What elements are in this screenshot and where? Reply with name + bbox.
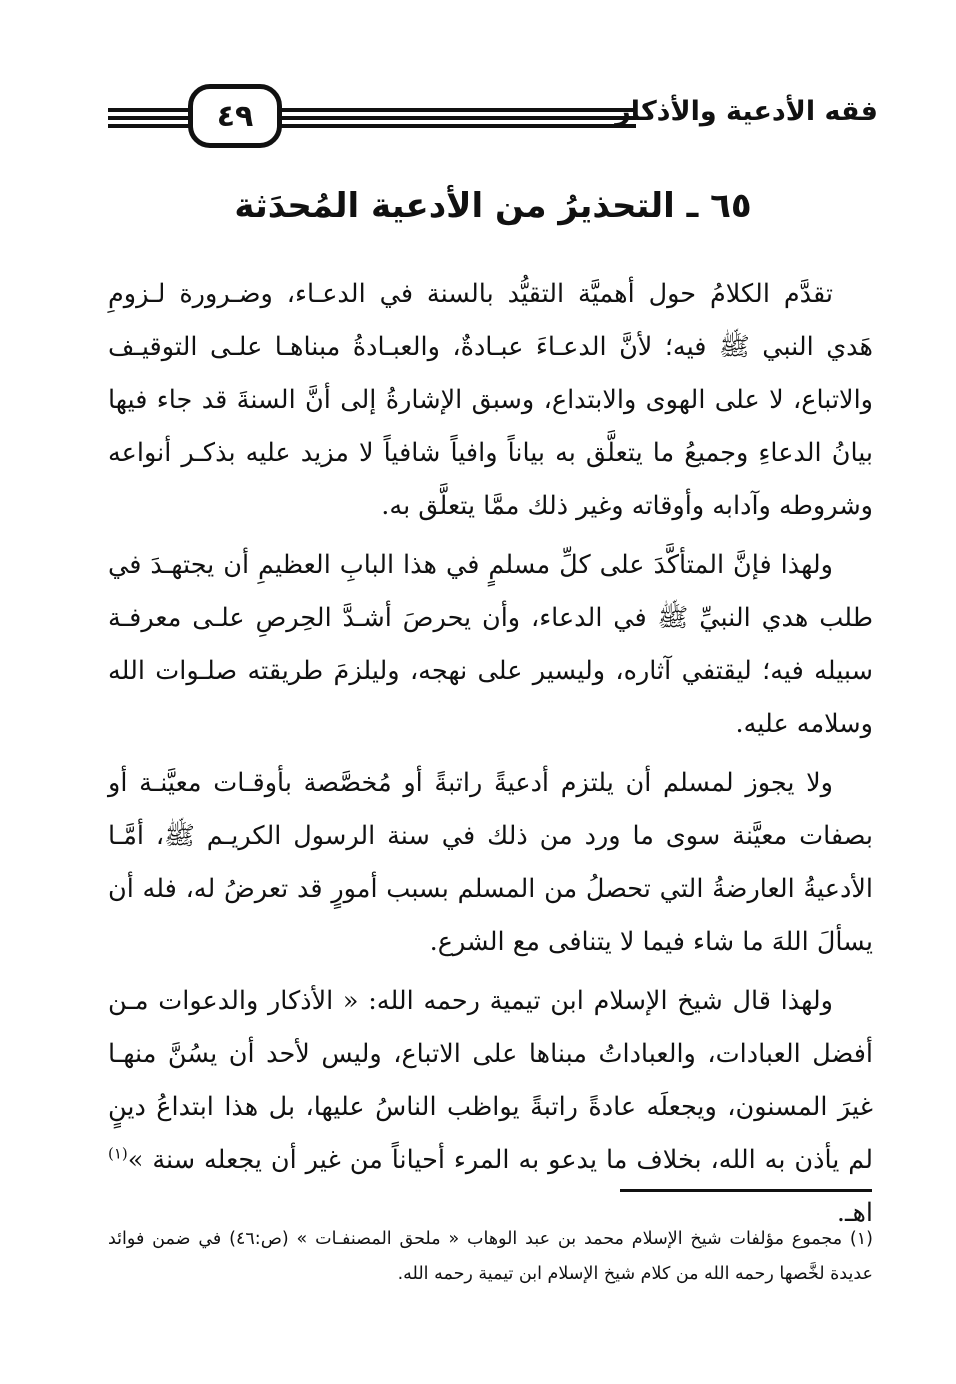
header-rule <box>276 108 636 112</box>
header-rule <box>108 124 190 128</box>
footnote: (١) مجموع مؤلفات شيخ الإسلام محمد بن عبد الوهاب « ملحق المصنفـات » (ص:٤٦) في ضمن فوائد عديدة لخَّصها رحمه الله من كلام شيخ الإسلام ابن تيمية رحمه الله. <box>108 1229 873 1284</box>
quote-text: ولهذا قال شيخ الإسلام ابن تيمية رحمه الله: « الأذكار والدعوات مـن أفضل العبادات، والعباداتُ مبناها على الاتباع، وليس لأحد أن يسُنَّ منهـا غيرَ المسنون، ويجعلَه عادةً راتبةً يواظب الناسُ عليها، بل هذا ابتداعُ دينٍ لم يأذن به الله، بخلاف ما يدعو به المرء أحياناً من غير أن يجعله سنة » <box>108 986 873 1175</box>
book-title: فقه الأدعية والأذكار <box>615 96 878 127</box>
quote-paragraph <box>108 975 873 1240</box>
footnote-separator <box>620 1189 872 1192</box>
footnote-reference: (١) <box>108 1144 128 1163</box>
header-rule <box>108 116 190 120</box>
header-rule <box>108 108 190 112</box>
quote-end: اهـ. <box>836 1198 873 1228</box>
header-rule <box>276 116 636 120</box>
page-number: ٤٩ <box>188 84 282 148</box>
body-text <box>108 268 873 1246</box>
paragraph: ولهذا فإنَّ المتأكَّدَ على كلِّ مسلمٍ في هذا البابِ العظيمِ أن يجتهـدَ في طلب هدي النبيِّ ﷺ في الدعاء، وأن يحرصَ أشـدَّ الحِرصِ علـى معرفـة سبيله فيه؛ ليقتفي آثاره، وليسير على نهجه، وليلزمَ طريقته صلـوات الله وسلامه عليه. <box>108 550 873 739</box>
section-heading: ٦٥ ـ التحذيرُ من الأدعية المُحدَثة <box>234 186 752 226</box>
page-header <box>108 78 878 158</box>
paragraph: ولا يجوز لمسلم أن يلتزم أدعيةً راتبةً أو مُخصَّصة بأوقـات معيَّنـة أو بصفات معيَّنة سوى ما ورد من ذلك في سنة الرسول الكريـم ﷺ، أمَّـا الأدعيةُ العارضةُ التي تحصلُ من المسلم بسبب أمورٍ قد تعرضُ له، فله أن يسألَ اللهَ ما شاء فيما لا يتنافى مع الشرع. <box>108 768 873 957</box>
footnotes <box>108 1222 873 1292</box>
paragraph: تقدَّم الكلامُ حول أهميَّة التقيُّد بالسنة في الدعـاء، وضـرورة لـزومِ هَدي النبي ﷺ فيه؛ لأنَّ الدعـاءَ عبـادةٌ، والعبـادةُ مبناهـا علـى التوقيـف والاتباع، لا على الهوى والابتداع، وسبق الإشارةُ إلى أنَّ السنةَ قد جاء فيها بيانُ الدعاءِ وجميعُ ما يتعلَّق به بياناً وافياً شافياً لا مزيد عليه بذكـر أنواعه وشروطه وآدابه وأوقاته وغير ذلك ممَّا يتعلَّق به. <box>108 279 874 521</box>
header-rule <box>276 124 636 128</box>
